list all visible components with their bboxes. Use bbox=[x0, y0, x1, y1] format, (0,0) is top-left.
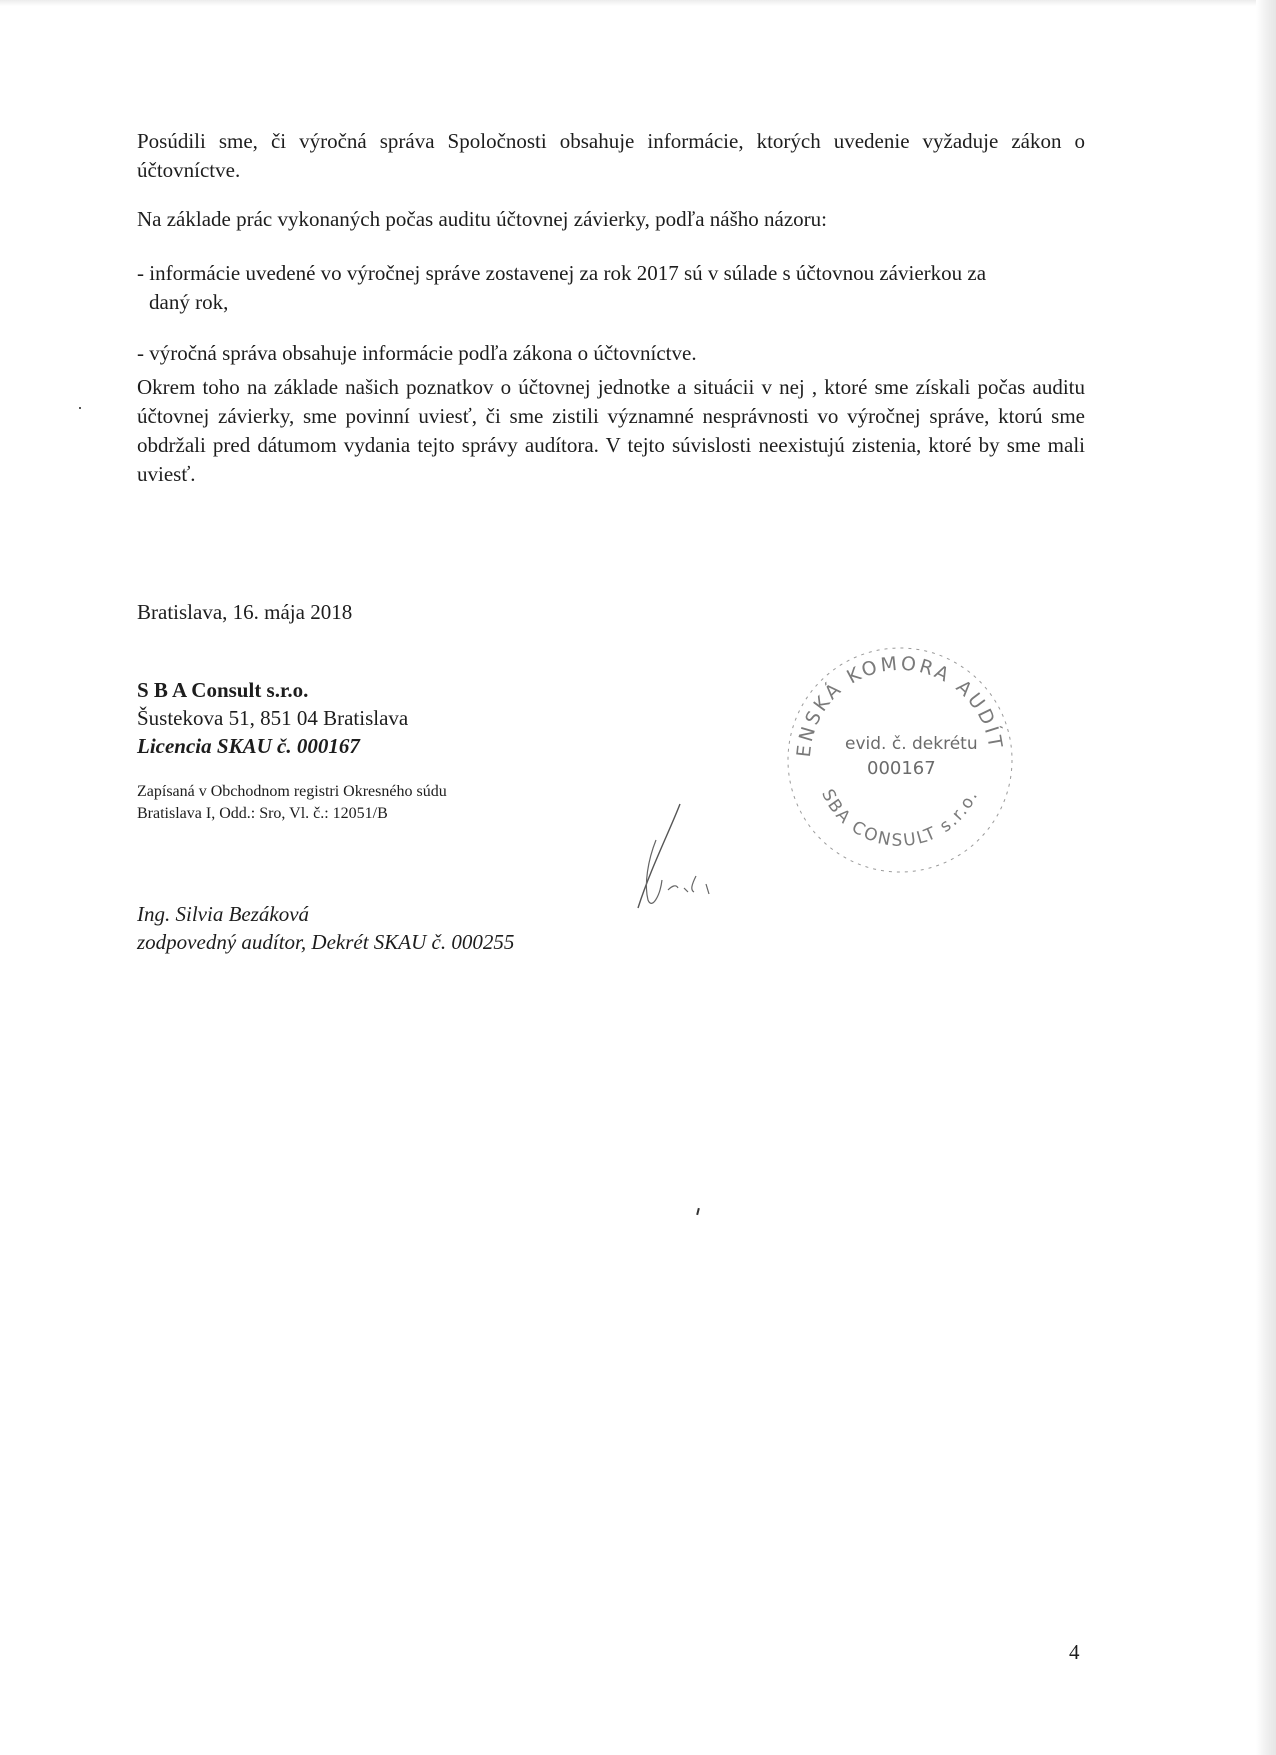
page-number: 4 bbox=[1069, 1640, 1080, 1664]
firm-address: Šustekova 51, 851 04 Bratislava bbox=[137, 706, 409, 730]
auditor-stamp bbox=[780, 640, 1020, 880]
bullet-2: - výročná správa obsahuje informácie podľa zákona o účtovníctve. bbox=[137, 341, 697, 365]
auditor-block bbox=[137, 900, 514, 956]
bullet-1-line-1: - informácie uvedené vo výročnej správe zostavenej za rok 2017 sú v súlade s účtovnou závierkou za bbox=[137, 261, 987, 285]
registration-line-2: Bratislava I, Odd.: Sro, Vl. č.: 12051/B bbox=[137, 805, 388, 822]
auditor-role: zodpovedný audítor, Dekrét SKAU č. 000255 bbox=[137, 930, 515, 954]
scan-top-edge bbox=[0, 0, 1276, 6]
bullet-1-line-2: daný rok, bbox=[149, 290, 229, 314]
scan-speck bbox=[79, 407, 81, 409]
handwritten-signature bbox=[588, 800, 718, 920]
registration-line-1: Zapísaná v Obchodnom registri Okresného súdu bbox=[137, 783, 447, 800]
paragraph-3: Okrem toho na základe našich poznatkov o účtovnej jednotke a situácii v nej , ktoré sme získali počas auditu účtovnej závierky, sme povinní uviesť, či sme zistili významné nesprávnosti vo výročnej správe, ktorú sme obdržali pred dátumom vydania tejto správy audítora. V tejto súvislosti neexistujú zistenia, ktoré by sme mali uviesť. bbox=[137, 375, 1085, 486]
svg-text:SBA CONSULT s.r.o. bbox=[817, 786, 983, 851]
firm-license: Licencia SKAU č. 000167 bbox=[137, 734, 360, 758]
registration-block bbox=[137, 781, 447, 825]
stamp-evid: evid. č. dekrétu bbox=[845, 734, 978, 754]
stamp-number: 000167 bbox=[867, 758, 936, 779]
stamp-bottom-text: SBA CONSULT s.r.o. bbox=[817, 786, 983, 851]
firm-name: S B A Consult s.r.o. bbox=[137, 678, 309, 702]
stamp-ring-text: ENSKÁ KOMORA AUDÍT bbox=[792, 652, 1007, 759]
paragraph-1: Posúdili sme, či výročná správa Spoločnosti obsahuje informácie, ktorých uvedenie vyžaduje zákon o účtovníctve. bbox=[137, 127, 1085, 185]
place-date: Bratislava, 16. mája 2018 bbox=[137, 600, 353, 624]
firm-block bbox=[137, 676, 408, 760]
scan-mark bbox=[696, 1208, 700, 1215]
auditor-name: Ing. Silvia Bezáková bbox=[137, 902, 310, 926]
paragraph-2: Na základe prác vykonaných počas auditu účtovnej závierky, podľa nášho názoru: bbox=[137, 207, 827, 231]
scan-right-edge bbox=[1256, 0, 1276, 1755]
